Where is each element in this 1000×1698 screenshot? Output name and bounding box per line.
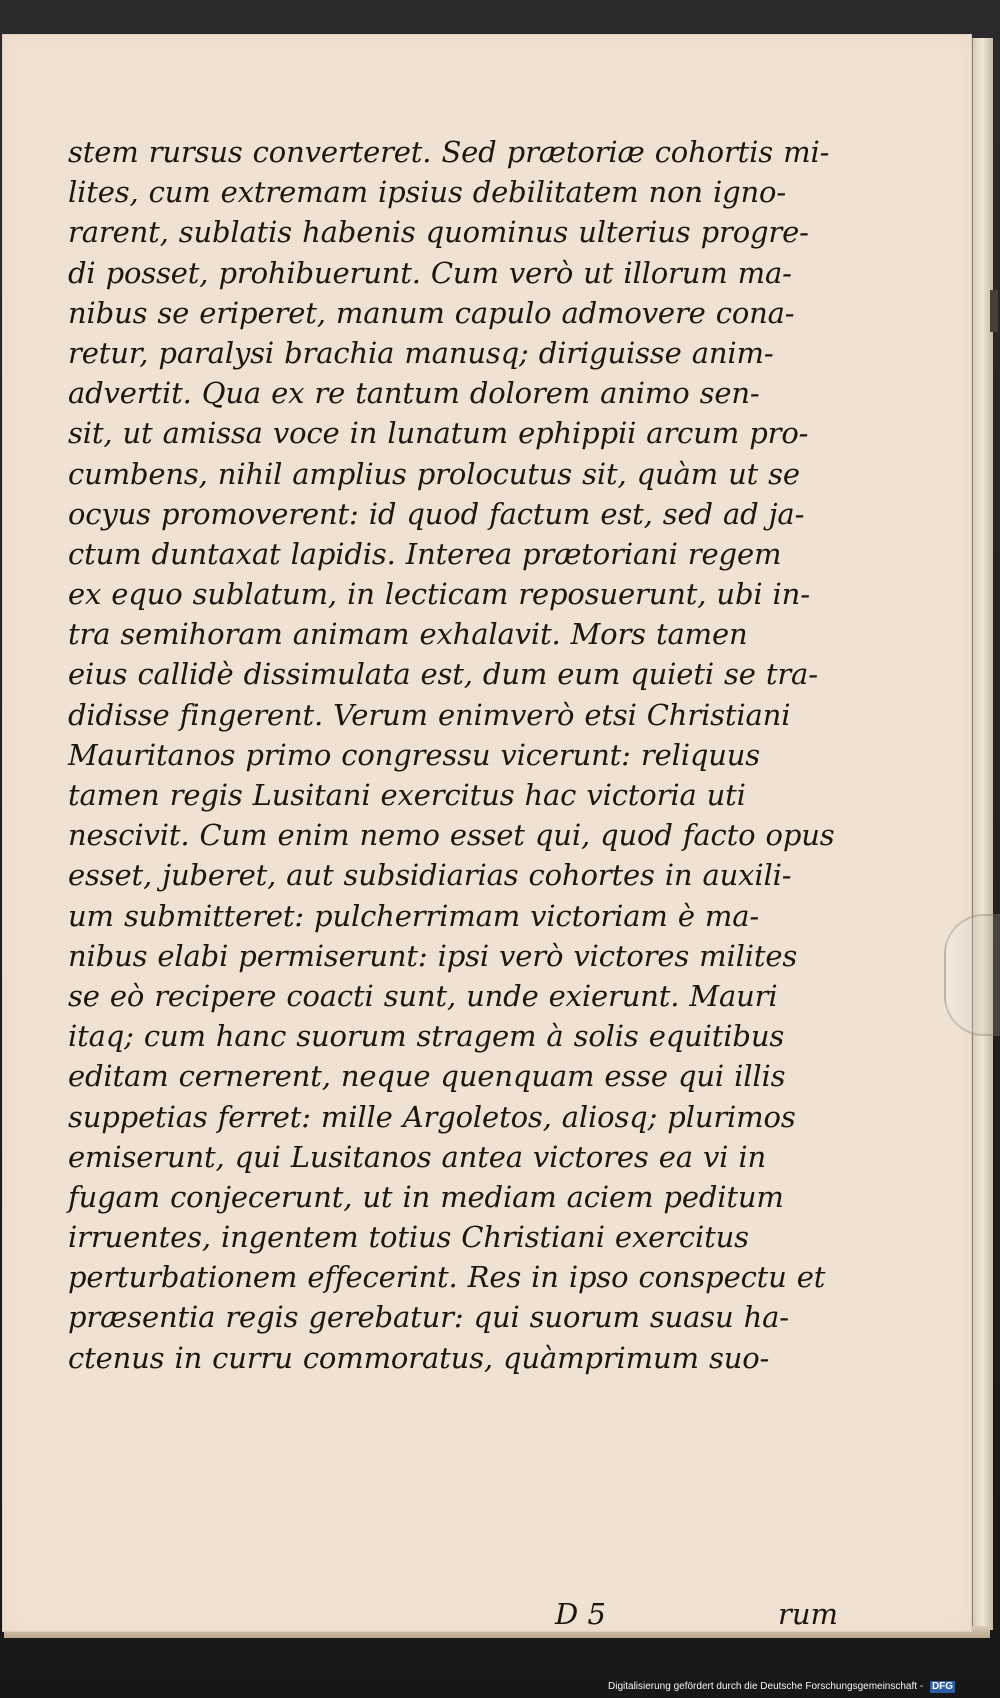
text-line: Mauritanos primo congressu vicerunt: reliquus: [68, 737, 761, 772]
text-line: itaq; cum hanc suorum stragem à solis equitibus: [68, 1019, 785, 1054]
text-line: di posset, prohibuerunt. Cum verò ut illorum ma-: [68, 255, 792, 290]
text-line: sit, ut amissa voce in lunatum ephippii arcum pro-: [68, 416, 809, 451]
text-line: emiserunt, qui Lusitanos antea victores ea vi in: [68, 1139, 767, 1174]
text-line: esset, juberet, aut subsidiarias cohortes in auxili-: [68, 858, 792, 893]
text-line: tra semihoram animam exhalavit. Mors tamen: [68, 617, 748, 652]
page-text-block: [68, 132, 838, 1631]
text-line: ctum duntaxat lapidis. Interea prætoriani regem: [68, 536, 782, 571]
page-footer-line: [68, 1594, 838, 1634]
text-line: lites, cum extremam ipsius debilitatem non igno-: [68, 175, 786, 210]
digitization-credit: [608, 1680, 996, 1694]
text-line: cumbens, nihil amplius prolocutus sit, quàm ut se: [68, 456, 800, 491]
book-page: [2, 34, 972, 1632]
signature-mark: D 5: [555, 1597, 606, 1631]
text-line: advertit. Qua ex re tantum dolorem animo sen-: [68, 376, 760, 411]
text-line: editam cernerent, neque quenquam esse qui illis: [68, 1059, 786, 1094]
text-line: retur, paralysi brachia manusq; diriguisse anim-: [68, 335, 774, 370]
text-line: ex equo sublatum, in lecticam reposuerunt, ubi in-: [68, 577, 810, 612]
text-line: nibus se eriperet, manum capulo admovere cona-: [68, 295, 795, 330]
page-right-edge: [972, 38, 993, 1630]
catchword: rum: [777, 1597, 838, 1631]
text-line: didisse fingerent. Verum enimverò etsi Christiani: [68, 697, 791, 732]
text-line: stem rursus converteret. Sed prætoriæ cohortis mi-: [68, 135, 830, 169]
text-line: nescivit. Cum enim nemo esset qui, quod facto opus: [68, 818, 835, 853]
text-line: præsentia regis gerebatur: qui suorum suasu ha-: [68, 1300, 789, 1335]
credit-text: Digitalisierung gefördert durch die Deutsche Forschungsgemeinschaft -: [608, 1681, 924, 1692]
page-tab-notch: [944, 914, 1000, 1036]
dfg-badge: DFG: [931, 1681, 954, 1692]
text-line: fugam conjecerunt, ut in mediam aciem peditum: [68, 1179, 784, 1214]
text-line: suppetias ferret: mille Argoletos, aliosq; plurimos: [68, 1099, 796, 1134]
text-line: nibus elabi permiserunt: ipsi verò victores milites: [68, 938, 798, 973]
edge-marker: [990, 290, 998, 332]
text-line: tamen regis Lusitani exercitus hac victoria uti: [68, 778, 746, 812]
text-line: ctenus in curru commoratus, quàmprimum suo-: [68, 1340, 770, 1375]
text-line: um submitteret: pulcherrimam victoriam è ma-: [68, 898, 760, 933]
text-line: se eò recipere coacti sunt, unde exierunt. Mauri: [68, 978, 778, 1013]
text-line: eius callidè dissimulata est, dum eum quieti se tra-: [68, 657, 818, 692]
text-line: rarent, sublatis habenis quominus ulterius progre-: [68, 215, 809, 250]
text-line: ocyus promoverent: id quod factum est, sed ad ja-: [68, 496, 805, 531]
text-line: irruentes, ingentem totius Christiani exercitus: [68, 1220, 749, 1255]
text-line: perturbationem effecerint. Res in ipso conspectu et: [68, 1260, 826, 1295]
